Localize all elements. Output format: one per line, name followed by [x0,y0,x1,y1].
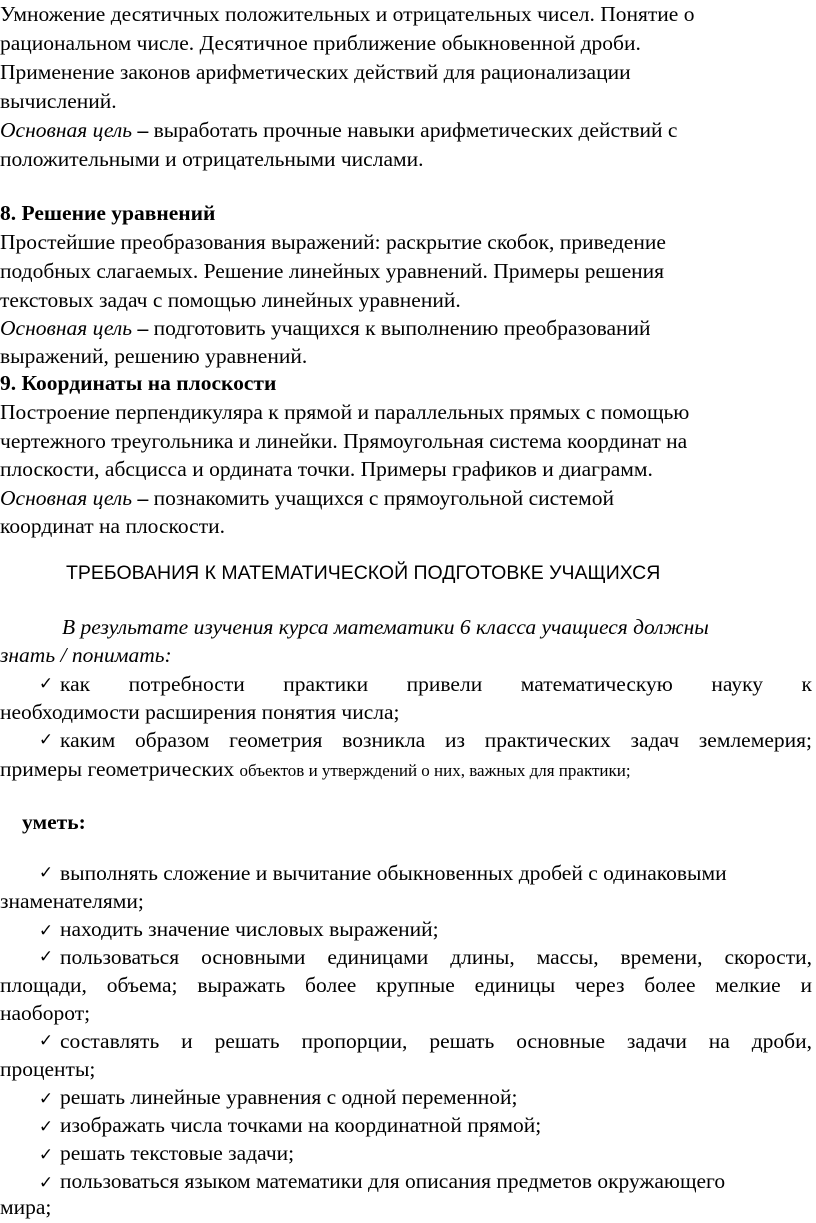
goal-line [0,484,614,512]
list-item-text: примеры геометрических [0,757,240,781]
list-item-text: объектов и утверждений о них, важных для практики; [239,761,631,780]
list-item [38,943,812,971]
list-item-line [0,755,631,785]
list-item-line: составлять и решать пропорции, решать основные задачи на дроби, [60,1029,812,1053]
list-item-line: проценты; [0,1057,96,1081]
paragraph-line: рациональном числе. Десятичное приближение обыкновенной дроби. [0,31,641,55]
check-icon: ✓ [38,730,54,750]
paragraph-line: Построение перпендикуляра к прямой и параллельных прямых с помощью [0,400,690,424]
check-icon: ✓ [38,1173,54,1193]
intro-line: знать / понимать: [0,643,172,667]
list-item-line: площади, объема; выражать более крупные единицы через более мелкие и [0,973,812,997]
section-heading: 9. Координаты на плоскости [0,371,277,395]
check-icon: ✓ [38,921,54,941]
goal-dash: – [137,486,149,510]
paragraph-line: текстовых задач с помощью линейных уравнений. [0,288,461,312]
list-item [38,1083,517,1113]
requirements-title: ТРЕБОВАНИЯ К МАТЕМАТИЧЕСКОЙ ПОДГОТОВКЕ УЧАЩИХСЯ [66,562,661,584]
goal-label: Основная цель [0,118,133,142]
check-icon: ✓ [38,674,54,694]
goal-label: Основная цель [0,486,133,510]
goal-text: выработать прочные навыки арифметических действий с [153,118,678,142]
list-item [38,1027,812,1055]
paragraph-line: Применение законов арифметических действий для рационализации [0,60,631,84]
goal-label: Основная цель [0,316,133,340]
list-item-line: как потребности практики привели математическую науку к [60,672,812,696]
list-item [38,915,439,945]
check-icon: ✓ [38,1117,54,1137]
list-item-line: выполнять сложение и вычитание обыкновенных дробей с одинаковыми [60,861,727,885]
goal-dash: – [137,316,149,340]
goal-line [0,314,651,342]
list-item-line: знаменателями; [0,889,144,913]
list-item-line: находить значение числовых выражений; [60,917,439,941]
list-item-line: пользоваться основными единицами длины, массы, времени, скорости, [60,945,812,969]
check-icon: ✓ [38,1031,54,1051]
goal-line: координат на плоскости. [0,514,225,538]
paragraph-line: вычислений. [0,89,117,113]
check-icon: ✓ [38,863,54,883]
list-item [38,670,812,698]
list-item [38,1139,294,1169]
check-icon: ✓ [38,1145,54,1165]
list-item-line: изображать числа точками на координатной прямой; [60,1113,542,1137]
check-icon: ✓ [38,1089,54,1109]
paragraph-line: Простейшие преобразования выражений: раскрытие скобок, приведение [0,230,666,254]
goal-line [0,116,677,144]
list-item [38,859,812,887]
list-item-line: решать линейные уравнения с одной переменной; [60,1085,518,1109]
goal-dash: – [137,118,149,142]
list-item-line: мира; [0,1195,52,1219]
list-item-line: каким образом геометрия возникла из практических задач землемерия; [60,728,812,752]
list-item [38,726,812,754]
list-item-text [60,670,812,698]
list-item-line: наоборот; [0,1001,91,1025]
paragraph-line: Умножение десятичных положительных и отрицательных чисел. Понятие о [0,2,695,26]
paragraph-line: чертежного треугольника и линейки. Прямоугольная система координат на [0,429,688,453]
goal-text: подготовить учащихся к выполнению преобразований [153,316,651,340]
intro-line: В результате изучения курса математики 6 класса учащиеся должны [62,615,709,639]
list-item-line: решать текстовые задачи; [60,1141,295,1165]
paragraph-line: подобных слагаемых. Решение линейных уравнений. Примеры решения [0,259,665,283]
list-item-line: пользоваться языком математики для описания предметов окружающего [60,1169,726,1193]
goal-text: познакомить учащихся с прямоугольной системой [153,486,615,510]
section-heading: 8. Решение уравнений [0,201,216,225]
list-item [38,1167,725,1197]
list-item [38,1111,541,1141]
list-item-line: необходимости расширения понятия числа; [0,700,400,724]
paragraph-line: плоскости, абсцисса и ордината точки. Примеры графиков и диаграмм. [0,457,653,481]
section-heading: уметь: [22,810,86,834]
goal-line: выражений, решению уравнений. [0,344,308,368]
goal-line: положительными и отрицательными числами. [0,147,424,171]
check-icon: ✓ [38,947,54,967]
